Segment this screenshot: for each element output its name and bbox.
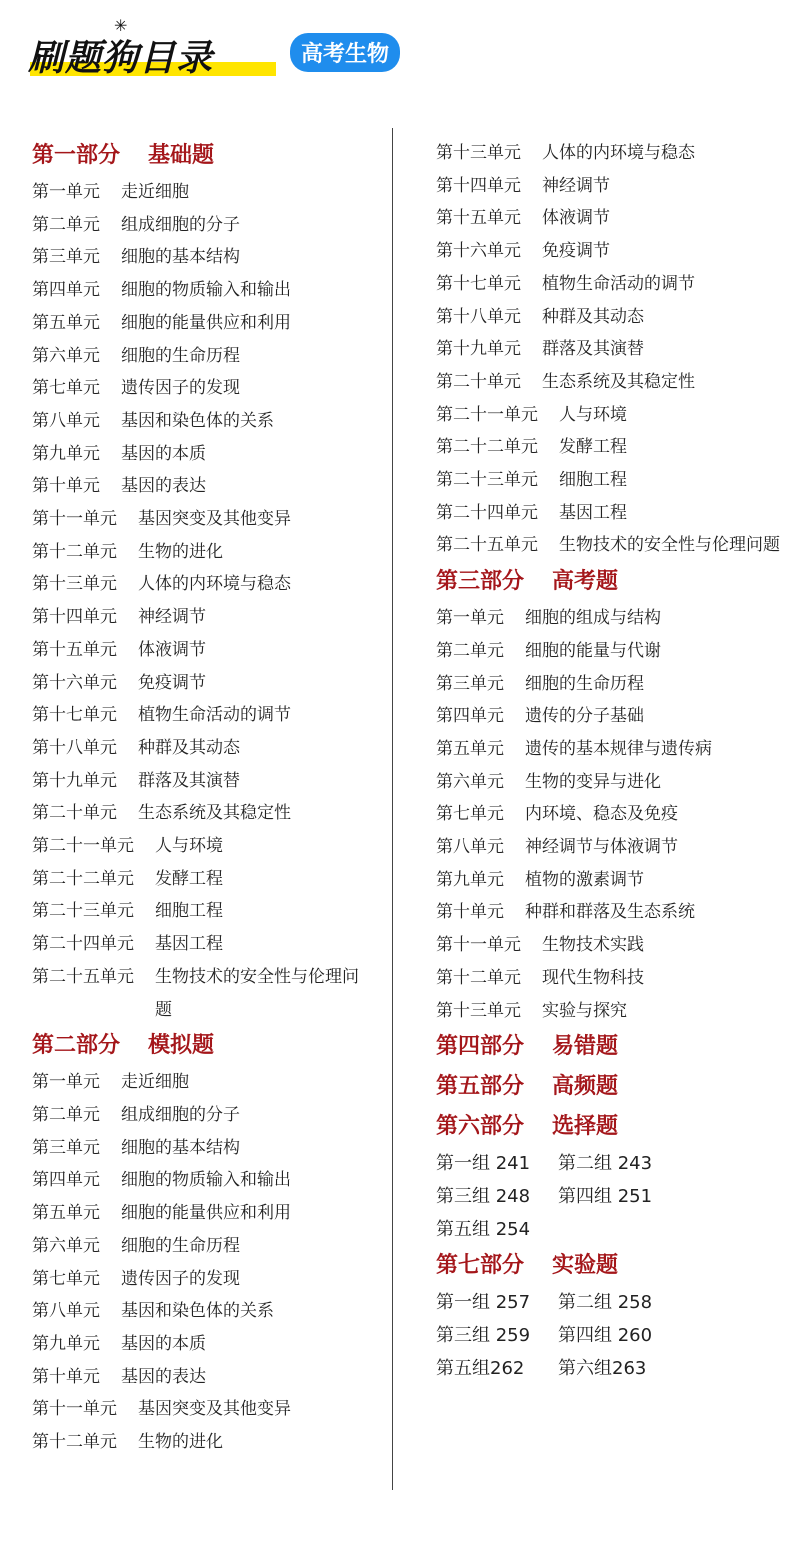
unit-number: 第八单元 (32, 410, 100, 431)
unit-number: 第一单元 (436, 608, 504, 629)
spark-icon: ✳ (114, 16, 128, 35)
section-heading-part5 (436, 1067, 781, 1107)
group-entry[interactable]: 第四组 251 (558, 1186, 653, 1208)
unit-title: 种群和群落及生态系统 (525, 902, 695, 923)
group-row (436, 1286, 781, 1319)
toc-entry[interactable] (32, 961, 382, 1026)
logo: 刷题狗目录 (28, 38, 214, 79)
toc-entry[interactable] (436, 602, 781, 635)
toc-entry[interactable] (32, 1164, 382, 1197)
unit-number: 第五单元 (436, 738, 504, 759)
toc-entry[interactable] (32, 928, 382, 961)
toc-entry[interactable] (436, 896, 781, 929)
toc-entry[interactable] (32, 765, 382, 798)
toc-entry[interactable] (32, 830, 382, 863)
unit-title: 生物的进化 (138, 541, 223, 562)
group-entry[interactable]: 第一组 241 (436, 1153, 531, 1175)
toc-entry[interactable] (436, 668, 781, 701)
toc-entry[interactable] (436, 399, 781, 432)
toc-entry[interactable] (32, 863, 382, 896)
unit-number: 第四单元 (32, 1170, 100, 1191)
toc-entry[interactable] (436, 366, 781, 399)
unit-number: 第十二单元 (32, 541, 117, 562)
group-row (436, 1352, 781, 1385)
unit-title: 生物技术的安全性与伦理问题 (559, 535, 780, 556)
unit-number: 第九单元 (32, 1333, 100, 1354)
unit-title: 实验与探究 (542, 1000, 627, 1021)
toc-entry[interactable] (32, 1295, 382, 1328)
unit-number: 第十单元 (436, 902, 504, 923)
unit-title: 发酵工程 (155, 868, 223, 889)
unit-title: 生物技术实践 (542, 935, 644, 956)
unit-title: 细胞工程 (155, 901, 223, 922)
toc-entry[interactable] (436, 929, 781, 962)
unit-number: 第一单元 (32, 1072, 100, 1093)
section-name: 模拟题 (148, 1033, 215, 1059)
group-entry[interactable]: 第四组 260 (558, 1325, 653, 1347)
section-heading-part6 (436, 1107, 781, 1147)
unit-number: 第十七单元 (32, 705, 117, 726)
unit-title: 遗传因子的发现 (121, 1268, 240, 1289)
toc-entry[interactable] (32, 1361, 382, 1394)
unit-number: 第六单元 (32, 345, 100, 366)
unit-number: 第二十一单元 (32, 836, 134, 857)
section-number: 第七部分 (436, 1253, 525, 1279)
section-heading-part2 (32, 1026, 382, 1066)
toc-entry[interactable] (32, 895, 382, 928)
unit-number: 第十九单元 (436, 339, 521, 360)
unit-number: 第十三单元 (436, 143, 521, 163)
unit-title: 种群及其动态 (542, 306, 644, 327)
unit-title: 生态系统及其稳定性 (542, 371, 695, 392)
unit-number: 第二十五单元 (436, 535, 538, 556)
toc-entry[interactable] (32, 732, 382, 765)
unit-title: 细胞的物质输入和输出 (121, 1170, 291, 1191)
toc-entry[interactable] (436, 464, 781, 497)
toc-entry[interactable] (32, 667, 382, 700)
unit-title: 细胞的生命历程 (121, 1235, 240, 1256)
unit-number: 第二十单元 (436, 371, 521, 392)
group-entry[interactable]: 第二组 258 (558, 1292, 653, 1314)
toc-entry[interactable] (436, 995, 781, 1028)
toc-entry[interactable] (436, 137, 781, 170)
unit-title: 植物的激素调节 (525, 869, 644, 890)
toc-entry[interactable] (32, 372, 382, 405)
group-row (436, 1319, 781, 1352)
unit-number: 第十六单元 (32, 672, 117, 693)
unit-title: 人体的内环境与稳态 (542, 143, 695, 163)
column-divider (392, 128, 393, 1490)
unit-title: 基因和染色体的关系 (121, 1301, 274, 1322)
unit-title: 基因突变及其他变异 (138, 1399, 291, 1420)
toc-entry[interactable] (32, 274, 382, 307)
toc-entry[interactable] (32, 340, 382, 373)
toc-entry[interactable] (32, 209, 382, 242)
toc-entry[interactable] (32, 241, 382, 274)
group-entry[interactable]: 第六组263 (558, 1358, 647, 1380)
unit-number: 第十单元 (32, 1366, 100, 1387)
unit-number: 第七单元 (32, 378, 100, 399)
unit-number: 第十八单元 (32, 737, 117, 758)
unit-title: 细胞的基本结构 (121, 247, 240, 268)
unit-title: 现代生物科技 (542, 967, 644, 988)
toc-entry[interactable] (436, 268, 781, 301)
toc-entry[interactable] (436, 431, 781, 464)
toc-entry[interactable] (32, 1197, 382, 1230)
toc-entry[interactable] (436, 529, 781, 562)
unit-title: 生物技术的安全性与伦理问题 (155, 966, 359, 1020)
unit-number: 第三单元 (32, 1137, 100, 1158)
toc-entry[interactable] (436, 864, 781, 897)
toc-entry[interactable] (32, 1393, 382, 1426)
unit-title: 免疫调节 (542, 241, 610, 262)
unit-number: 第七单元 (32, 1268, 100, 1289)
toc-entry[interactable] (436, 962, 781, 995)
unit-number: 第六单元 (436, 771, 504, 792)
unit-number: 第十三单元 (32, 574, 117, 595)
section-number: 第六部分 (436, 1114, 525, 1140)
unit-title: 人与环境 (155, 836, 223, 857)
toc-entry[interactable] (32, 1328, 382, 1361)
unit-title: 种群及其动态 (138, 737, 240, 758)
unit-title: 遗传的基本规律与遗传病 (525, 738, 712, 759)
toc-entry[interactable] (436, 831, 781, 864)
unit-number: 第二十四单元 (436, 502, 538, 523)
unit-number: 第二十一单元 (436, 404, 538, 425)
toc-entry[interactable] (32, 1132, 382, 1165)
unit-title: 基因工程 (559, 502, 627, 523)
unit-number: 第四单元 (436, 706, 504, 727)
section-number: 第五部分 (436, 1074, 525, 1100)
unit-title: 组成细胞的分子 (121, 1104, 240, 1125)
unit-title: 群落及其演替 (542, 339, 644, 360)
group-row (436, 1180, 781, 1213)
toc-entry[interactable] (32, 1263, 382, 1296)
unit-title: 基因的表达 (121, 476, 206, 497)
unit-number: 第九单元 (32, 443, 100, 464)
toc-entry[interactable] (436, 202, 781, 235)
unit-number: 第十一单元 (436, 935, 521, 956)
unit-number: 第五单元 (32, 1203, 100, 1224)
unit-number: 第二十三单元 (436, 470, 538, 491)
unit-number: 第八单元 (32, 1301, 100, 1322)
toc-entry[interactable] (32, 503, 382, 536)
section-number: 第一部分 (32, 143, 121, 168)
unit-number: 第三单元 (32, 247, 100, 268)
unit-number: 第十九单元 (32, 770, 117, 791)
toc-entry[interactable] (32, 634, 382, 667)
unit-title: 基因的本质 (121, 443, 206, 464)
unit-title: 基因的表达 (121, 1366, 206, 1387)
unit-title: 细胞的基本结构 (121, 1137, 240, 1158)
toc-entry[interactable] (436, 700, 781, 733)
subject-badge: 高考生物 (290, 33, 400, 72)
toc-entry[interactable] (32, 405, 382, 438)
unit-title: 免疫调节 (138, 672, 206, 693)
unit-title: 体液调节 (138, 639, 206, 660)
toc-entry[interactable] (436, 170, 781, 203)
unit-title: 生物的变异与进化 (525, 771, 661, 792)
group-entry[interactable]: 第二组 243 (558, 1153, 653, 1175)
section-heading-part1 (32, 136, 382, 176)
unit-number: 第三单元 (436, 673, 504, 694)
unit-title: 人与环境 (559, 404, 627, 425)
unit-title: 植物生命活动的调节 (542, 273, 695, 294)
section-name: 易错题 (552, 1034, 619, 1060)
group-entry[interactable]: 第三组 248 (436, 1186, 531, 1208)
unit-title: 细胞的生命历程 (121, 345, 240, 366)
unit-number: 第二单元 (436, 640, 504, 661)
section-name: 高考题 (552, 569, 619, 595)
right-column (436, 137, 781, 1385)
unit-title: 神经调节 (542, 175, 610, 196)
unit-title: 基因工程 (155, 934, 223, 955)
unit-title: 基因的本质 (121, 1333, 206, 1354)
unit-number: 第十五单元 (32, 639, 117, 660)
toc-entry[interactable] (32, 699, 382, 732)
group-entry[interactable]: 第三组 259 (436, 1325, 531, 1347)
unit-title: 细胞工程 (559, 470, 627, 491)
unit-number: 第十三单元 (436, 1000, 521, 1021)
unit-title: 群落及其演替 (138, 770, 240, 791)
toc-entry[interactable] (32, 797, 382, 830)
group-row (436, 1147, 781, 1180)
unit-title: 基因和染色体的关系 (121, 410, 274, 431)
unit-title: 发酵工程 (559, 437, 627, 458)
unit-title: 神经调节与体液调节 (525, 837, 678, 858)
unit-number: 第十二单元 (32, 1432, 117, 1453)
unit-number: 第十七单元 (436, 273, 521, 294)
section-heading-part7 (436, 1246, 781, 1286)
section-heading-part3 (436, 562, 781, 602)
unit-number: 第二单元 (32, 1104, 100, 1125)
unit-title: 生态系统及其稳定性 (138, 803, 291, 824)
unit-title: 体液调节 (542, 208, 610, 229)
unit-title: 细胞的物质输入和输出 (121, 280, 291, 301)
section-name: 基础题 (148, 143, 215, 168)
unit-number: 第六单元 (32, 1235, 100, 1256)
toc-entry[interactable] (436, 798, 781, 831)
section-number: 第四部分 (436, 1034, 525, 1060)
unit-number: 第二单元 (32, 214, 100, 235)
toc-entry[interactable] (32, 176, 382, 209)
toc-entry[interactable] (32, 1230, 382, 1263)
unit-title: 走近细胞 (121, 1072, 189, 1093)
unit-title: 人体的内环境与稳态 (138, 574, 291, 595)
toc-entry[interactable] (32, 568, 382, 601)
unit-number: 第二十二单元 (32, 868, 134, 889)
unit-number: 第十单元 (32, 476, 100, 497)
toc-entry[interactable] (436, 635, 781, 668)
unit-number: 第二十四单元 (32, 934, 134, 955)
toc-entry[interactable] (32, 307, 382, 340)
unit-number: 第十一单元 (32, 1399, 117, 1420)
unit-title: 组成细胞的分子 (121, 214, 240, 235)
unit-title: 细胞的能量供应和利用 (121, 1203, 291, 1224)
group-entry[interactable]: 第五组 254 (436, 1219, 531, 1241)
group-row (436, 1213, 781, 1246)
unit-number: 第五单元 (32, 312, 100, 333)
unit-title: 细胞的组成与结构 (525, 608, 661, 629)
unit-number: 第十四单元 (32, 607, 117, 628)
unit-number: 第十四单元 (436, 175, 521, 196)
section-number: 第二部分 (32, 1033, 121, 1059)
toc-entry[interactable] (436, 733, 781, 766)
unit-title: 生物的进化 (138, 1432, 223, 1453)
toc-entry[interactable] (436, 333, 781, 366)
section-name: 选择题 (552, 1114, 619, 1140)
unit-title: 基因突变及其他变异 (138, 509, 291, 530)
unit-number: 第十二单元 (436, 967, 521, 988)
toc-entry[interactable] (32, 536, 382, 569)
toc-entry[interactable] (32, 438, 382, 471)
unit-title: 细胞的能量供应和利用 (121, 312, 291, 333)
toc-entry[interactable] (436, 497, 781, 530)
unit-number: 第四单元 (32, 280, 100, 301)
unit-number: 第十六单元 (436, 241, 521, 262)
header (28, 18, 428, 80)
section-number: 第三部分 (436, 569, 525, 595)
unit-number: 第二十五单元 (32, 966, 134, 987)
unit-number: 第一单元 (32, 182, 100, 202)
left-column (32, 136, 382, 1459)
section-name: 实验题 (552, 1253, 619, 1279)
unit-number: 第七单元 (436, 804, 504, 825)
unit-title: 走近细胞 (121, 182, 189, 202)
unit-title: 遗传的分子基础 (525, 706, 644, 727)
unit-number: 第九单元 (436, 869, 504, 890)
unit-number: 第二十二单元 (436, 437, 538, 458)
toc-entry[interactable] (32, 1066, 382, 1099)
unit-title: 细胞的能量与代谢 (525, 640, 661, 661)
section-name: 高频题 (552, 1074, 619, 1100)
toc-entry[interactable] (32, 1426, 382, 1459)
unit-title: 遗传因子的发现 (121, 378, 240, 399)
unit-title: 植物生命活动的调节 (138, 705, 291, 726)
unit-number: 第二十三单元 (32, 901, 134, 922)
unit-number: 第十一单元 (32, 509, 117, 530)
unit-number: 第八单元 (436, 837, 504, 858)
toc-entry[interactable] (32, 1099, 382, 1132)
toc-entry[interactable] (436, 235, 781, 268)
toc-entry[interactable] (32, 470, 382, 503)
unit-number: 第十五单元 (436, 208, 521, 229)
unit-number: 第十八单元 (436, 306, 521, 327)
toc-entry[interactable] (32, 601, 382, 634)
unit-number: 第二十单元 (32, 803, 117, 824)
section-heading-part4 (436, 1027, 781, 1067)
toc-entry[interactable] (436, 766, 781, 799)
group-entry[interactable]: 第五组262 (436, 1358, 525, 1380)
unit-title: 神经调节 (138, 607, 206, 628)
unit-title: 细胞的生命历程 (525, 673, 644, 694)
unit-title: 内环境、稳态及免疫 (525, 804, 678, 825)
toc-entry[interactable] (436, 301, 781, 334)
group-entry[interactable]: 第一组 257 (436, 1292, 531, 1314)
